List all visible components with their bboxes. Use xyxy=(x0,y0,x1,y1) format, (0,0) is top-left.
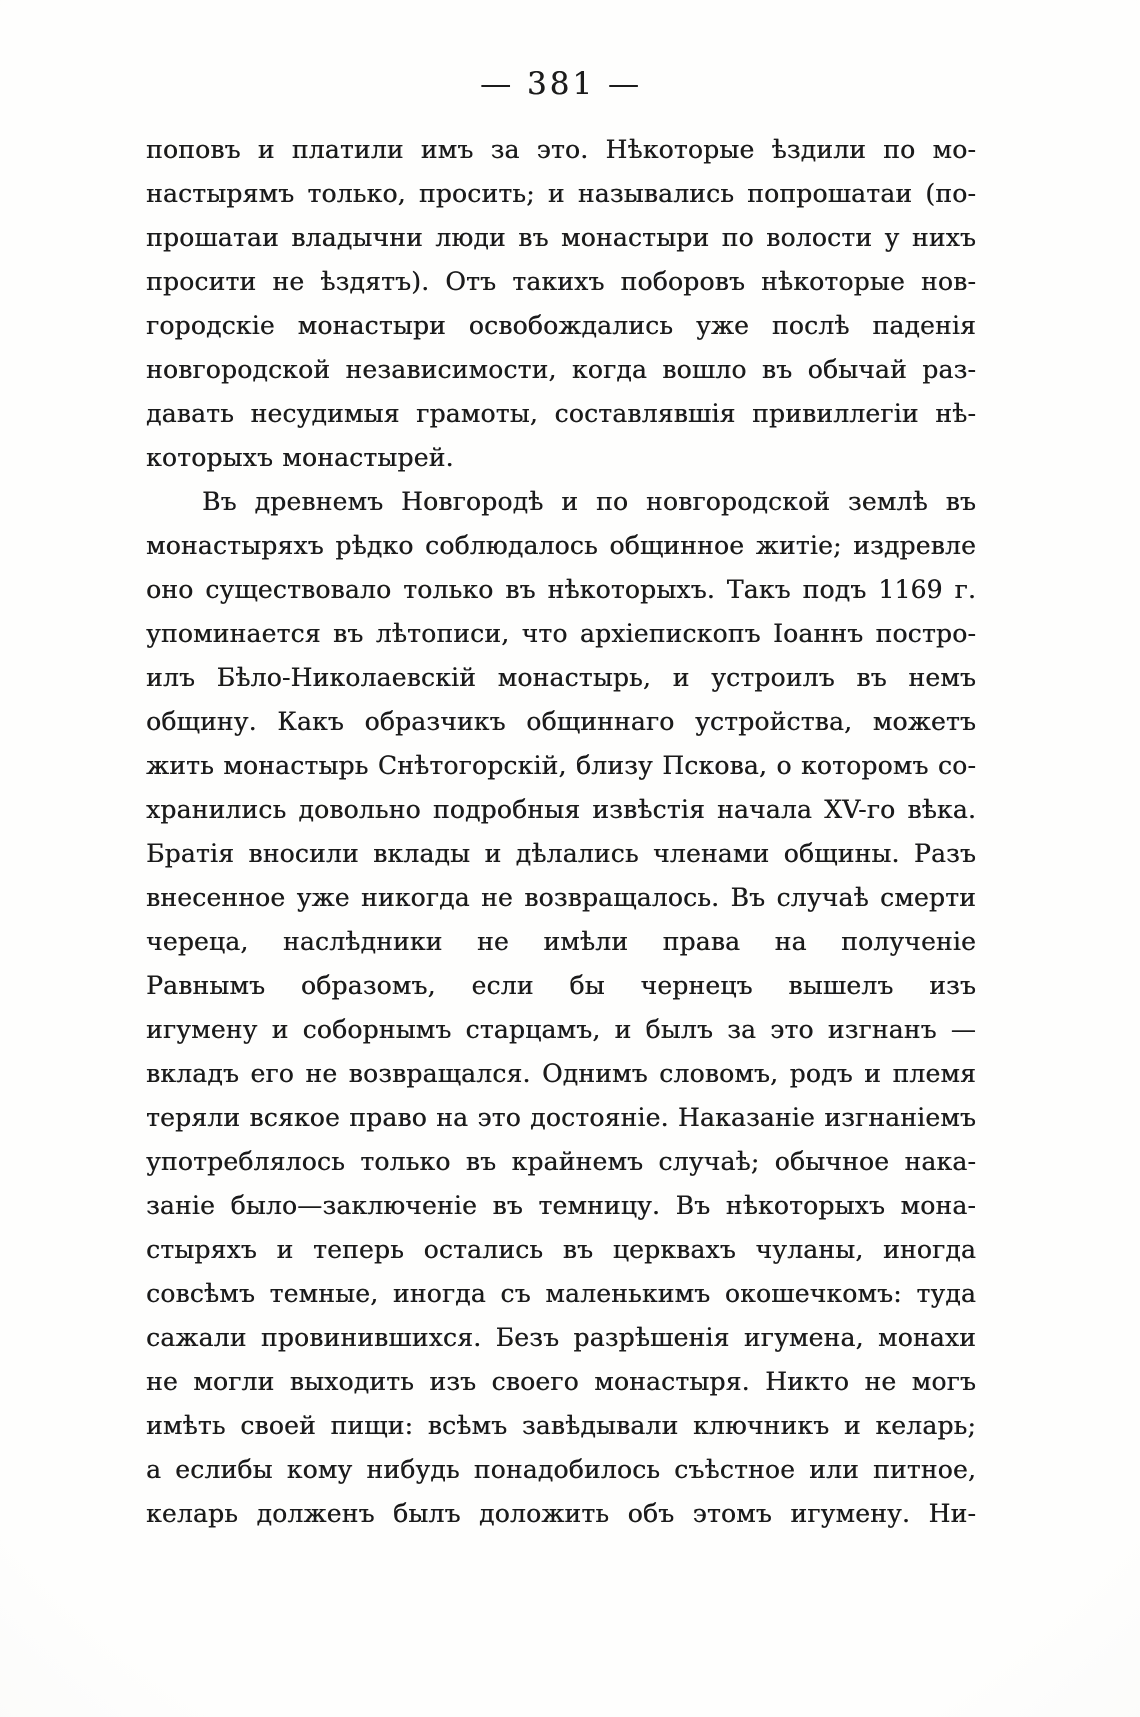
text-line: настырямъ только, просить; и назывались попрошатаи (по- xyxy=(146,179,976,208)
text-line: прошатаи владычни люди въ монастыри по волости у нихъ xyxy=(146,223,976,252)
text-line: монастыряхъ рѣдко соблюдалось общинное житіе; издревле xyxy=(146,531,976,560)
text-line: имѣть своей пищи: всѣмъ завѣдывали ключникъ и келарь; xyxy=(146,1411,976,1440)
text-line: вкладъ его не возвращался. Однимъ словомъ, родъ и племя xyxy=(146,1059,976,1088)
text-line: не могли выходить изъ своего монастыря. Никто не могъ xyxy=(146,1367,976,1396)
text-line: городскіе монастыри освобождались уже послѣ паденія xyxy=(146,311,976,340)
text-block xyxy=(146,128,976,1536)
text-line: заніе было—заключеніе въ темницу. Въ нѣкоторыхъ мона- xyxy=(146,1191,976,1220)
text-line: упоминается въ лѣтописи, что архіепископъ Іоаннъ постро- xyxy=(146,619,976,648)
text-line: сажали провинившихся. Безъ разрѣшенія игумена, монахи xyxy=(146,1323,976,1352)
text-line: теряли всякое право на это достояніе. Наказаніе изгнаніемъ xyxy=(146,1103,976,1132)
text-line: хранились довольно подробныя извѣстія начала XV-го вѣка. xyxy=(146,795,976,824)
text-line: давать несудимыя грамоты, составлявшія привиллегіи нѣ- xyxy=(146,399,976,428)
text-line: которыхъ монастырей. xyxy=(146,443,454,472)
text-line: просити не ѣздятъ). Отъ такихъ поборовъ нѣкоторые нов- xyxy=(146,267,976,296)
text-line: употреблялось только въ крайнемъ случаѣ; обычное нака- xyxy=(146,1147,976,1176)
text-line: Братія вносили вклады и дѣлались членами общины. Разъ xyxy=(146,839,976,868)
text-line: новгородской независимости, когда вошло въ обычай раз- xyxy=(146,355,976,384)
text-line: келарь долженъ былъ доложить объ этомъ игумену. Ни- xyxy=(146,1499,976,1528)
text-line: игумену и соборнымъ старцамъ, и былъ за это изгнанъ — xyxy=(146,1015,976,1044)
text-line: общину. Какъ образчикъ общиннаго устройства, можетъ xyxy=(146,707,976,736)
text-line: стыряхъ и теперь остались въ церквахъ чуланы, иногда xyxy=(146,1235,976,1264)
text-line: илъ Бѣло-Николаевскій монастырь, и устроилъ въ немъ xyxy=(146,663,976,692)
text-line: а еслибы кому нибудь понадобилось съѣстное или питное, xyxy=(146,1455,976,1484)
text-line: Въ древнемъ Новгородѣ и по новгородской землѣ въ xyxy=(202,487,976,516)
text-line: череца, наслѣдники не имѣли права на полученіе xyxy=(146,927,976,956)
page-number: — 381 — xyxy=(480,66,642,102)
text-line: внесенное уже никогда не возвращалось. Въ случаѣ смерти xyxy=(146,883,976,912)
text-line: поповъ и платили имъ за это. Нѣкоторые ѣздили по мо- xyxy=(146,135,976,164)
text-line: совсѣмъ темные, иногда съ маленькимъ окошечкомъ: туда xyxy=(146,1279,976,1308)
text-line: Равнымъ образомъ, если бы чернецъ вышелъ изъ xyxy=(146,971,976,1000)
text-line: оно существовало только въ нѣкоторыхъ. Такъ подъ 1169 г. xyxy=(146,575,976,604)
text-line: жить монастырь Снѣтогорскій, близу Пскова, о которомъ со- xyxy=(146,751,976,780)
